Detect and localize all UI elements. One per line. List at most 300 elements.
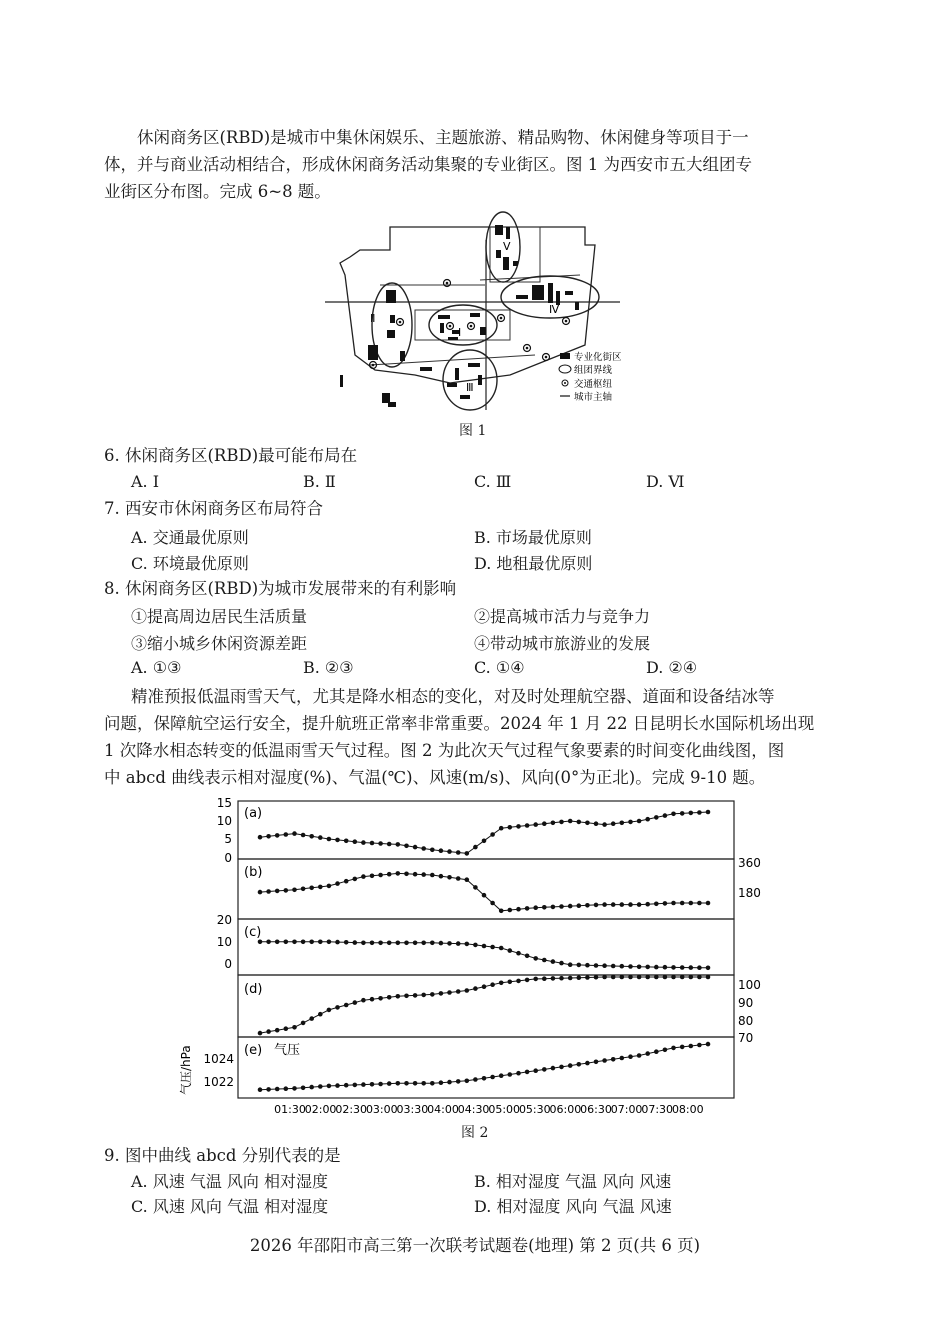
data-point (697, 901, 702, 906)
data-point (637, 902, 642, 907)
x-tick-label: 03:30 (396, 1103, 429, 1116)
tick-label: 70 (738, 1031, 754, 1045)
q9-option-a[interactable]: A. 风速 气温 风向 相对湿度 (131, 1172, 328, 1191)
page-footer: 2026 年邵阳市高三第一次联考试题卷(地理) 第 2 页(共 6 页) (249, 1236, 701, 1255)
figure1-map (320, 205, 640, 420)
data-point (645, 975, 650, 980)
y-axis-title: 气压/hPa (179, 1045, 193, 1095)
data-point (680, 811, 685, 816)
data-point (533, 956, 538, 961)
data-point (559, 1065, 564, 1070)
data-point (628, 902, 633, 907)
data-point (266, 1029, 271, 1034)
data-point (344, 940, 349, 945)
data-point (551, 905, 556, 910)
figure1-legend (559, 351, 622, 403)
data-point (663, 813, 668, 818)
data-point (439, 991, 444, 996)
data-point (353, 940, 358, 945)
data-point (447, 941, 452, 946)
x-tick-label: 03:00 (365, 1103, 398, 1116)
data-point (611, 821, 616, 826)
question-9-stem: 9. 图中曲线 abcd 分别代表的是 (104, 1146, 341, 1165)
data-point (335, 1083, 340, 1088)
data-point (551, 1066, 556, 1071)
data-point (396, 871, 401, 876)
data-point (439, 941, 444, 946)
data-point (533, 822, 538, 827)
data-point (309, 1085, 314, 1090)
pressure-label: 气压 (274, 1043, 301, 1058)
tick-label: 15 (216, 796, 232, 810)
data-point (663, 975, 668, 980)
data-point (361, 998, 366, 1003)
data-point (568, 962, 573, 967)
data-point (309, 886, 314, 891)
data-point (577, 1062, 582, 1067)
x-tick-label: 01:30 (274, 1103, 306, 1116)
q8-item: ①提高周边居民生活质量 (131, 607, 308, 626)
x-tick-label: 04:30 (457, 1103, 490, 1116)
question-7-stem: 7. 西安市休闲商务区布局符合 (104, 499, 323, 518)
data-point (516, 979, 521, 984)
data-point (361, 941, 366, 946)
x-tick-label: 05:30 (518, 1103, 551, 1116)
data-point (439, 848, 444, 853)
figure2-caption: 图 2 (461, 1125, 489, 1141)
data-point (689, 901, 694, 906)
data-point (671, 812, 676, 817)
data-point (482, 839, 487, 844)
tick-label: 10 (216, 814, 232, 828)
question-6-stem: 6. 休闲商务区(RBD)最可能布局在 (104, 446, 358, 465)
data-point (533, 977, 538, 982)
x-tick-label: 08:00 (671, 1103, 704, 1116)
data-point (335, 940, 340, 945)
data-point (292, 1025, 297, 1030)
data-point (611, 902, 616, 907)
data-point (447, 990, 452, 995)
data-point (551, 821, 556, 826)
x-tick-label: 02:30 (335, 1103, 368, 1116)
data-point (387, 842, 392, 847)
data-point (353, 1083, 358, 1088)
data-point (387, 1081, 392, 1086)
data-point (680, 965, 685, 970)
data-point (568, 1063, 573, 1068)
data-point (266, 1087, 271, 1092)
q9-option-b[interactable]: B. 相对湿度 气温 风向 风速 (474, 1172, 672, 1191)
data-point (525, 1070, 530, 1075)
data-point (284, 832, 289, 837)
tick-label: 20 (216, 913, 232, 927)
data-point (594, 903, 599, 908)
data-point (542, 821, 547, 826)
data-point (620, 902, 625, 907)
q7-option-c[interactable]: C. 环境最优原则 (131, 554, 249, 573)
data-point (275, 1087, 280, 1092)
data-point (465, 1079, 470, 1084)
data-point (396, 842, 401, 847)
data-point (482, 944, 487, 949)
data-point (413, 941, 418, 946)
data-point (456, 1079, 461, 1084)
series-line (260, 812, 708, 853)
data-point (645, 965, 650, 970)
data-point (628, 1054, 633, 1059)
data-point (645, 902, 650, 907)
data-point (309, 1016, 314, 1021)
tick-label: 0 (224, 851, 232, 865)
q6-option-a[interactable]: A. Ⅰ (131, 472, 160, 491)
passage-line: 1 次降水相态转变的低温雨雪天气过程。图 2 为此次天气过程气象要素的时间变化曲线图，图 (104, 741, 785, 760)
data-point (671, 901, 676, 906)
data-point (689, 965, 694, 970)
data-point (396, 1081, 401, 1086)
tick-label: 80 (738, 1014, 754, 1028)
data-point (671, 965, 676, 970)
data-point (516, 951, 521, 956)
q8-item: ④带动城市旅游业的发展 (474, 634, 651, 653)
q6-option-c[interactable]: C. Ⅲ (474, 472, 512, 491)
data-point (680, 1045, 685, 1050)
data-point (577, 975, 582, 980)
data-point (284, 888, 289, 893)
data-point (473, 1077, 478, 1082)
tick-label: 1022 (203, 1075, 234, 1089)
zone-label-3: Ⅲ (466, 381, 474, 394)
panel-label-c: (c) (244, 925, 262, 940)
data-point (318, 835, 323, 840)
q7-option-d[interactable]: D. 地租最优原则 (474, 554, 593, 573)
x-tick-label: 06:00 (549, 1103, 582, 1116)
data-point (516, 907, 521, 912)
data-point (421, 846, 426, 851)
data-point (559, 961, 564, 966)
data-point (327, 1084, 332, 1089)
data-point (421, 941, 426, 946)
data-point (275, 889, 280, 894)
data-point (706, 1042, 711, 1047)
data-point (602, 963, 607, 968)
data-point (620, 821, 625, 826)
legend-item: 组团界线 (574, 365, 613, 376)
data-point (430, 873, 435, 878)
tick-label: 10 (216, 935, 232, 949)
figure2-chart (170, 795, 790, 1125)
data-point (439, 874, 444, 879)
data-point (706, 901, 711, 906)
data-point (559, 820, 564, 825)
data-point (490, 901, 495, 906)
data-point (473, 885, 478, 890)
data-point (404, 872, 409, 877)
data-point (585, 1061, 590, 1066)
question-8-stem: 8. 休闲商务区(RBD)为城市发展带来的有利影响 (104, 579, 457, 598)
data-point (413, 872, 418, 877)
data-point (344, 1003, 349, 1008)
data-point (292, 831, 297, 836)
passage-line: 业街区分布图。完成 6~8 题。 (104, 182, 331, 201)
data-point (594, 1060, 599, 1065)
data-point (327, 940, 332, 945)
data-point (370, 1082, 375, 1087)
zone-label-5: Ⅴ (503, 240, 511, 253)
data-point (482, 893, 487, 898)
q7-option-a[interactable]: A. 交通最优原则 (131, 528, 249, 547)
data-point (266, 834, 271, 839)
data-point (654, 815, 659, 820)
q8-option-c[interactable]: C. ①④ (474, 658, 525, 677)
data-point (508, 908, 513, 913)
passage-line: 中 abcd 曲线表示相对湿度(%)、气温(℃)、风速(m/s)、风向(0°为正北)。完成 9-10 题。 (104, 768, 766, 787)
q8-option-d[interactable]: D. ②④ (646, 658, 698, 677)
data-point (473, 845, 478, 850)
data-point (335, 881, 340, 886)
data-point (559, 904, 564, 909)
data-point (344, 1083, 349, 1088)
data-point (585, 975, 590, 980)
data-point (404, 844, 409, 849)
data-point (396, 941, 401, 946)
data-point (353, 877, 358, 882)
data-point (318, 940, 323, 945)
data-point (697, 810, 702, 815)
data-point (680, 901, 685, 906)
data-point (645, 817, 650, 822)
data-point (361, 874, 366, 879)
data-point (361, 840, 366, 845)
data-point (706, 966, 711, 971)
data-point (284, 940, 289, 945)
data-point (353, 839, 358, 844)
data-point (654, 902, 659, 907)
data-point (508, 948, 513, 953)
q6-option-d[interactable]: D. Ⅵ (646, 472, 685, 491)
q9-option-d[interactable]: D. 相对湿度 风向 气温 风速 (474, 1197, 672, 1216)
data-point (594, 821, 599, 826)
data-point (637, 965, 642, 970)
data-point (697, 1043, 702, 1048)
x-tick-label: 02:00 (304, 1103, 337, 1116)
data-point (525, 823, 530, 828)
q6-option-b[interactable]: B. Ⅱ (303, 472, 336, 491)
data-point (318, 1084, 323, 1089)
data-point (559, 976, 564, 981)
x-tick-label: 05:00 (488, 1103, 521, 1116)
data-point (439, 1080, 444, 1085)
data-point (671, 1046, 676, 1051)
data-point (370, 841, 375, 846)
passage-line: 精准预报低温雨雪天气，尤其是降水相态的变化，对及时处理航空器、道面和设备结冰等 (131, 687, 775, 706)
panel-label-d: (d) (244, 982, 263, 997)
figure1-caption: 图 1 (459, 423, 487, 439)
data-point (490, 832, 495, 837)
data-point (396, 994, 401, 999)
data-point (465, 988, 470, 993)
data-point (327, 1008, 332, 1013)
data-point (430, 848, 435, 853)
data-point (404, 1081, 409, 1086)
x-tick-label: 06:30 (580, 1103, 612, 1116)
data-point (654, 1049, 659, 1054)
tick-label: 1024 (203, 1052, 234, 1066)
passage-rbd (104, 124, 852, 205)
data-point (542, 958, 547, 963)
data-point (430, 992, 435, 997)
data-point (353, 1000, 358, 1005)
data-point (689, 1044, 694, 1049)
data-point (275, 833, 280, 838)
data-point (568, 904, 573, 909)
data-point (602, 975, 607, 980)
data-point (258, 890, 263, 895)
q8-option-b[interactable]: B. ②③ (303, 658, 354, 677)
data-point (421, 872, 426, 877)
x-tick-label: 07:00 (610, 1103, 643, 1116)
series-line (260, 1044, 708, 1090)
data-point (421, 1081, 426, 1086)
data-point (482, 984, 487, 989)
data-point (490, 982, 495, 987)
tick-label: 90 (738, 996, 754, 1010)
data-point (258, 1031, 263, 1036)
passage-weather (104, 683, 852, 791)
q7-option-b[interactable]: B. 市场最优原则 (474, 528, 592, 547)
data-point (706, 810, 711, 815)
data-point (335, 1005, 340, 1010)
data-point (577, 963, 582, 968)
data-point (577, 820, 582, 825)
data-point (447, 849, 452, 854)
data-point (456, 989, 461, 994)
tick-label: 180 (738, 886, 761, 900)
data-point (465, 942, 470, 947)
q8-item: ③缩小城乡休闲资源差距 (131, 634, 308, 653)
q9-option-c[interactable]: C. 风速 风向 气温 相对湿度 (131, 1197, 329, 1216)
data-point (697, 975, 702, 980)
panel-label-b: (b) (244, 865, 263, 880)
data-point (602, 822, 607, 827)
data-point (413, 845, 418, 850)
panel-label-e: (e) (244, 1043, 263, 1058)
data-point (508, 1072, 513, 1077)
data-point (577, 903, 582, 908)
data-point (611, 964, 616, 969)
x-tick-label: 04:00 (427, 1103, 459, 1116)
data-point (499, 909, 504, 914)
data-point (387, 872, 392, 877)
data-point (258, 940, 263, 945)
data-point (508, 980, 513, 985)
data-point (568, 976, 573, 981)
data-point (594, 963, 599, 968)
data-point (275, 940, 280, 945)
data-point (266, 940, 271, 945)
data-point (327, 837, 332, 842)
data-point (301, 1086, 306, 1091)
data-point (620, 964, 625, 969)
data-point (378, 873, 383, 878)
data-point (654, 975, 659, 980)
data-point (663, 965, 668, 970)
data-point (327, 884, 332, 889)
data-point (301, 887, 306, 892)
data-point (378, 1082, 383, 1087)
data-point (654, 965, 659, 970)
data-point (292, 888, 297, 893)
passage-line: 问题，保障航空运行安全，提升航班正常率非常重要。2024 年 1 月 22 日昆明长水国际机场出现 (104, 714, 815, 733)
data-point (473, 943, 478, 948)
data-point (637, 819, 642, 824)
data-point (602, 1058, 607, 1063)
passage-line: 休闲商务区(RBD)是城市中集休闲娱乐、主题旅游、精品购物、休闲健身等项目于一 (137, 128, 749, 147)
data-point (490, 1075, 495, 1080)
data-point (421, 993, 426, 998)
data-point (447, 875, 452, 880)
data-point (542, 905, 547, 910)
data-point (413, 1081, 418, 1086)
data-point (301, 940, 306, 945)
data-point (671, 975, 676, 980)
data-point (628, 964, 633, 969)
data-point (533, 1068, 538, 1073)
q8-option-a[interactable]: A. ①③ (131, 658, 182, 677)
data-point (516, 824, 521, 829)
legend-item: 专业化街区 (574, 352, 622, 363)
data-point (637, 1053, 642, 1058)
data-point (542, 976, 547, 981)
data-point (361, 1082, 366, 1087)
data-point (585, 903, 590, 908)
data-point (697, 965, 702, 970)
data-point (689, 811, 694, 816)
data-point (301, 1021, 306, 1026)
data-point (533, 905, 538, 910)
data-point (516, 1071, 521, 1076)
data-point (284, 1026, 289, 1031)
data-point (663, 1048, 668, 1053)
data-point (637, 975, 642, 980)
q8-item: ②提高城市活力与竞争力 (474, 607, 651, 626)
data-point (456, 850, 461, 855)
zone-ellipse (429, 305, 497, 345)
data-point (378, 941, 383, 946)
x-tick-label: 07:30 (641, 1103, 674, 1116)
passage-line: 体，并与商业活动相结合，形成休闲商务活动集聚的专业街区。图 1 为西安市五大组团专 (104, 155, 752, 174)
data-point (413, 993, 418, 998)
data-point (628, 975, 633, 980)
data-point (508, 825, 513, 830)
tick-label: 0 (224, 957, 232, 971)
data-point (318, 1012, 323, 1017)
data-point (292, 1086, 297, 1091)
data-point (387, 995, 392, 1000)
data-point (456, 941, 461, 946)
data-point (344, 879, 349, 884)
data-point (611, 1057, 616, 1062)
data-point (663, 901, 668, 906)
zone-label-2: Ⅱ (370, 312, 376, 325)
data-point (499, 1073, 504, 1078)
data-point (404, 941, 409, 946)
tick-label: 360 (738, 856, 761, 870)
data-point (628, 820, 633, 825)
data-point (318, 885, 323, 890)
data-point (611, 975, 616, 980)
data-point (258, 835, 263, 840)
data-point (387, 941, 392, 946)
